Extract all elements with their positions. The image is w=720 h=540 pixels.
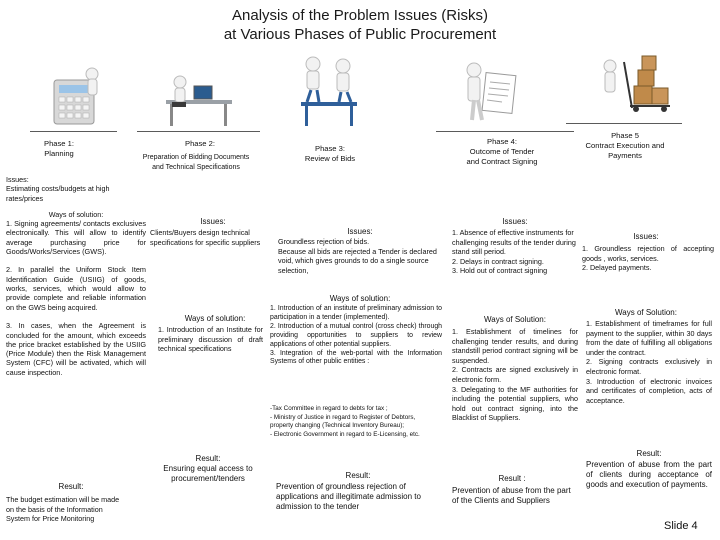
phase1-header: Phase 1: Planning [44,139,74,158]
phase5-divider [566,123,682,124]
phase4-result-label: Result : [498,474,526,483]
phase4-issues-label: Issues: [502,217,528,226]
phase2-result-label: Result: [195,454,221,463]
phase2-header: Phase 2: [185,139,215,148]
phase4-ways-label: Ways of Solution: [484,315,546,324]
meeting-illustration [295,50,363,128]
slide-number: Slide 4 [664,520,698,532]
phase1-result-text: The budget estimation will be made on the basis of the Information System for Price Monitoring [6,495,120,524]
phase3-ways-text: 1. Introduction of an institute of preliminary admission to participation in a tender (implemented). 2. Introduction of a mutual control (cross check) through providing opportunities to suppliers to review applications of other potential suppliers. 3. Integration of the web-portal with the Information Systems of other public entities : [270,305,442,366]
phase5-ways-text: 1. Establishment of timeframes for full payment to the supplier, within 30 days from the date of fulfilling all obligations under the contract. 2. Signing contracts exclusively in electronic format. 3. Introduction of electronic invoices and certificates of completion, acts of acceptance. [586,319,712,405]
desk-worker-illustration [160,72,240,130]
phase5-issues-text: 1. Groundless rejection of accepting goods , works, services. 2. Delayed payments. [582,244,714,273]
phase4-ways-text: 1. Establishment of timelines for challenging tender results, and during standstill period contract signing will be suspended. 2. Contracts are signed exclusively in electronic form. 3. Delegating to the MF authorities for including the potential suppliers, who hold out contract signing, into the Blacklist of Suppliers. [452,327,578,423]
slide-title-line2: at Various Phases of Public Procurement [223,26,497,43]
phase5-result-text: Prevention of abuse from the part of clients during acceptance of goods and execution of payments. [586,460,712,489]
phase3-result-label: Result: [345,471,371,480]
phase3-issues-text: Groundless rejection of bids. Because all bids are rejected a Tender is declared void, which gives grounds to do a single source selection, [278,237,437,275]
phase3-header: Phase 3: Review of Bids [304,144,356,163]
phase5-issues-label: Issues: [633,232,659,241]
phase4-result-text: Prevention of abuse from the part of the Clients and Suppliers [452,486,571,505]
phase1-divider [30,131,117,132]
phase1-issues-text: Estimating costs/budgets at high rates/prices [6,184,110,203]
phase3-ways-label: Ways of solution: [329,294,391,303]
phase2-ways-label: Ways of solution: [184,314,246,323]
phase2-ways-text: 1. Introduction of an Institute for preliminary discussion of draft technical specifications [158,325,263,354]
phase2-divider [137,131,260,132]
phase4-header: Phase 4: Outcome of Tender and Contract Signing [466,137,538,166]
phase1-result-label: Result: [58,482,84,491]
phase1-issues-label: Issues: [6,175,29,184]
phase4-issues-text: 1. Absence of effective instruments for challenging results of the tender during stand still period. 2. Delays in contract signing. 3. Hold out of contract signing [452,228,576,276]
phase5-result-label: Result: [636,449,662,458]
slide-title-line1: Analysis of the Problem Issues (Risks) [232,7,488,24]
phase4-divider [436,131,574,132]
phase2-issues-label: Issues: [200,217,226,226]
phase2-result-text: Ensuring equal access to procurement/tenders [163,464,253,483]
phase3-result-text: Prevention of groundless rejection of applications and illegitimate admission to admission to the tender [276,482,421,511]
phase2-issues-text: Clients/Buyers design technical specifications for specific suppliers [150,228,261,247]
document-signing-illustration [452,56,532,130]
phase3-issues-label: Issues: [347,227,373,236]
phase1-ways-text: 1. Signing agreements/ contacts exclusives electronically. This will allow to identify average purchasing price for Goods/Works/Services (GWS). 2. In parallel the Uniform Stock Item Identification Guide (USIIG) of goods, works, services, which would allow to provide complete and reliable information on the GWS being acquired. 3. In cases, when the Agreement is concluded for the amount, which exceeds the price bracket established by the USIIG (Price Module) then the Risk Management System (CFC) will be activated, which will cause inspection. [6,219,146,377]
phase1-ways-label: Ways of solution: [48,210,104,219]
slide-title [0,6,720,44]
phase3-ways-list: -Tax Committee in regard to debts for tax ; - Ministry of Justice in regard to Register of Debtors, property changing (Technical Inventory Bureau); - Electronic Government in regard to E-Licensing, etc. [270,405,420,438]
phase5-ways-label: Ways of Solution: [615,308,677,317]
phase2-subheader: Preparation of Bidding Documents and Technical Specifications [142,154,250,171]
phase5-header: Phase 5 Contract Execution and Payments [585,131,665,160]
calculator-illustration [48,62,110,128]
boxes-delivery-illustration [596,52,674,114]
